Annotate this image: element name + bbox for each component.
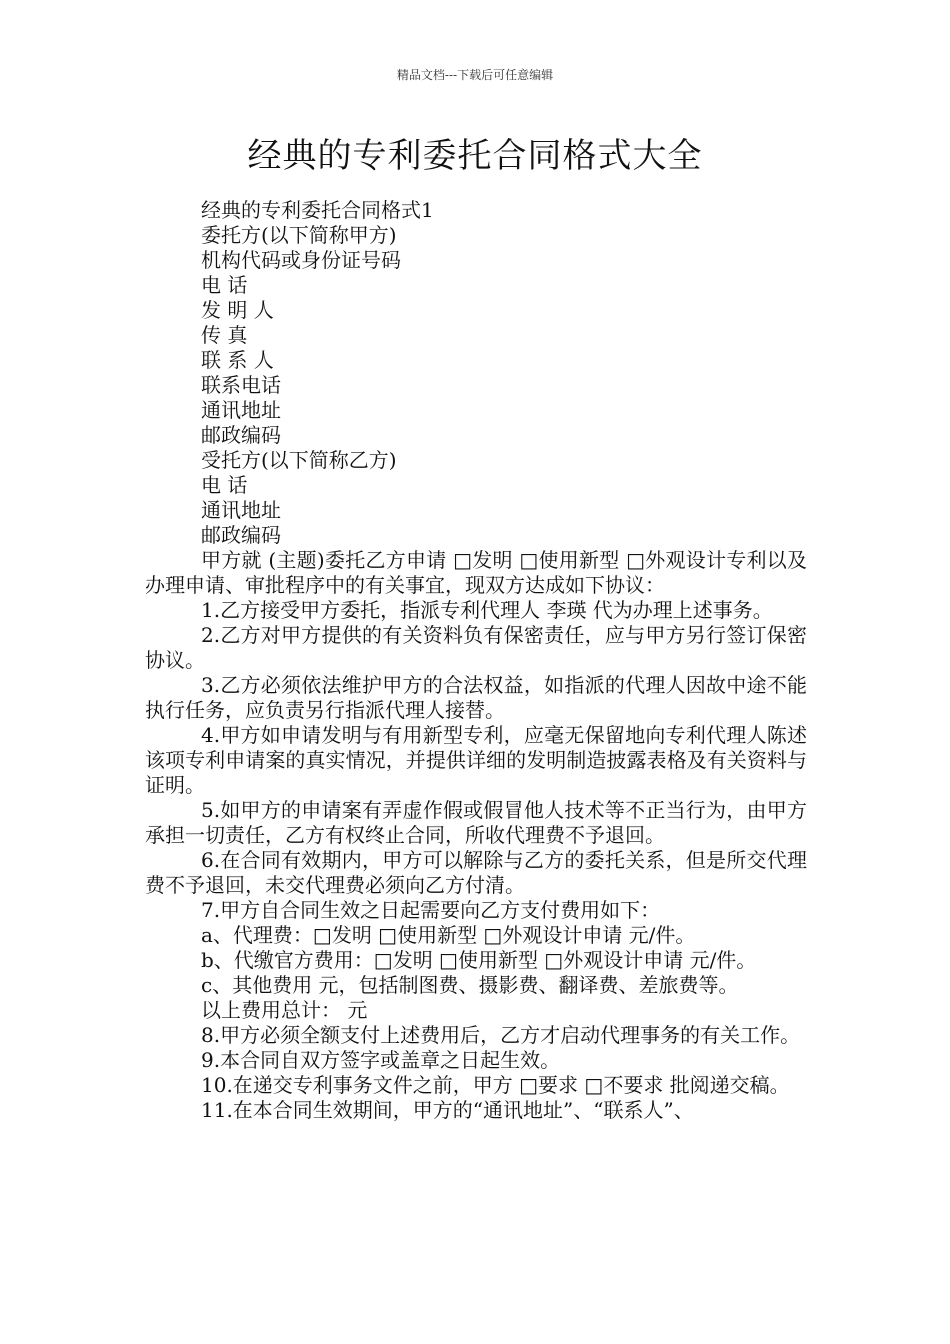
- clause-4: 4.甲方如申请发明与有用新型专利，应毫无保留地向专利代理人陈述该项专利申请案的真实情况，并提供详细的发明制造披露表格及有关资料与证明。: [145, 723, 807, 797]
- field-label-address: 通讯地址: [201, 398, 281, 422]
- field-label-contact-phone: 联系电话: [201, 373, 281, 397]
- clause-6: 6.在合同有效期内，甲方可以解除与乙方的委托关系，但是所交代理费不予退回，未交代理费必须向乙方付清。: [145, 848, 807, 897]
- clause-10: 10.在递交专利事务文件之前，甲方 □要求 □不要求 批阅递交稿。: [201, 1073, 790, 1097]
- field-label-client: 委托方(以下简称甲方): [201, 223, 397, 247]
- document-title: 经典的专利委托合同格式大全: [247, 136, 703, 176]
- fee-total: 以上费用总计： 元: [201, 998, 368, 1022]
- clause-7: 7.甲方自合同生效之日起需要向乙方支付费用如下：: [201, 898, 661, 922]
- clause-9: 9.本合同自双方签字或盖章之日起生效。: [201, 1048, 561, 1072]
- field-label-postcode: 邮政编码: [201, 423, 281, 447]
- document-body: [145, 198, 807, 1123]
- clause-1: 1.乙方接受甲方委托，指派专利代理人 李瑛 代为办理上述事务。: [201, 598, 773, 622]
- field-label-id-code: 机构代码或身份证号码: [201, 248, 401, 272]
- paragraph-intro: 甲方就 (主题)委托乙方申请 □发明 □使用新型 □外观设计专利以及办理申请、审批程序中的有关事宜，现双方达成如下协议：: [145, 548, 807, 597]
- field-label-agent-phone: 电 话: [201, 473, 248, 497]
- clause-8: 8.甲方必须全额支付上述费用后，乙方才启动代理事务的有关工作。: [201, 1023, 801, 1047]
- field-label-agent-address: 通讯地址: [201, 498, 281, 522]
- field-label-agent: 受托方(以下简称乙方): [201, 448, 397, 472]
- clause-3: 3.乙方必须依法维护甲方的合法权益，如指派的代理人因故中途不能执行任务，应负责另行指派代理人接替。: [145, 673, 807, 722]
- field-label-agent-postcode: 邮政编码: [201, 523, 281, 547]
- field-label-phone: 电 话: [201, 273, 248, 297]
- field-label-fax: 传 真: [201, 323, 248, 347]
- section-heading: 经典的专利委托合同格式1: [201, 198, 434, 222]
- fee-item-a: a、代理费：□发明 □使用新型 □外观设计申请 元/件。: [201, 923, 696, 947]
- clause-2: 2.乙方对甲方提供的有关资料负有保密责任，应与甲方另行签订保密协议。: [145, 623, 807, 672]
- clause-5: 5.如甲方的申请案有弄虚作假或假冒他人技术等不正当行为，由甲方承担一切责任，乙方有权终止合同，所收代理费不予退回。: [145, 798, 807, 847]
- fee-item-c: c、其他费用 元，包括制图费、摄影费、翻译费、差旅费等。: [201, 973, 739, 997]
- fee-item-b: b、代缴官方费用：□发明 □使用新型 □外观设计申请 元/件。: [201, 948, 757, 972]
- field-label-contact: 联 系 人: [201, 348, 274, 372]
- clause-11: 11.在本合同生效期间，甲方的“通讯地址”、“联系人”、: [201, 1098, 694, 1122]
- field-label-inventor: 发 明 人: [201, 298, 274, 322]
- page-header: 精品文档---下载后可任意编辑: [396, 68, 554, 82]
